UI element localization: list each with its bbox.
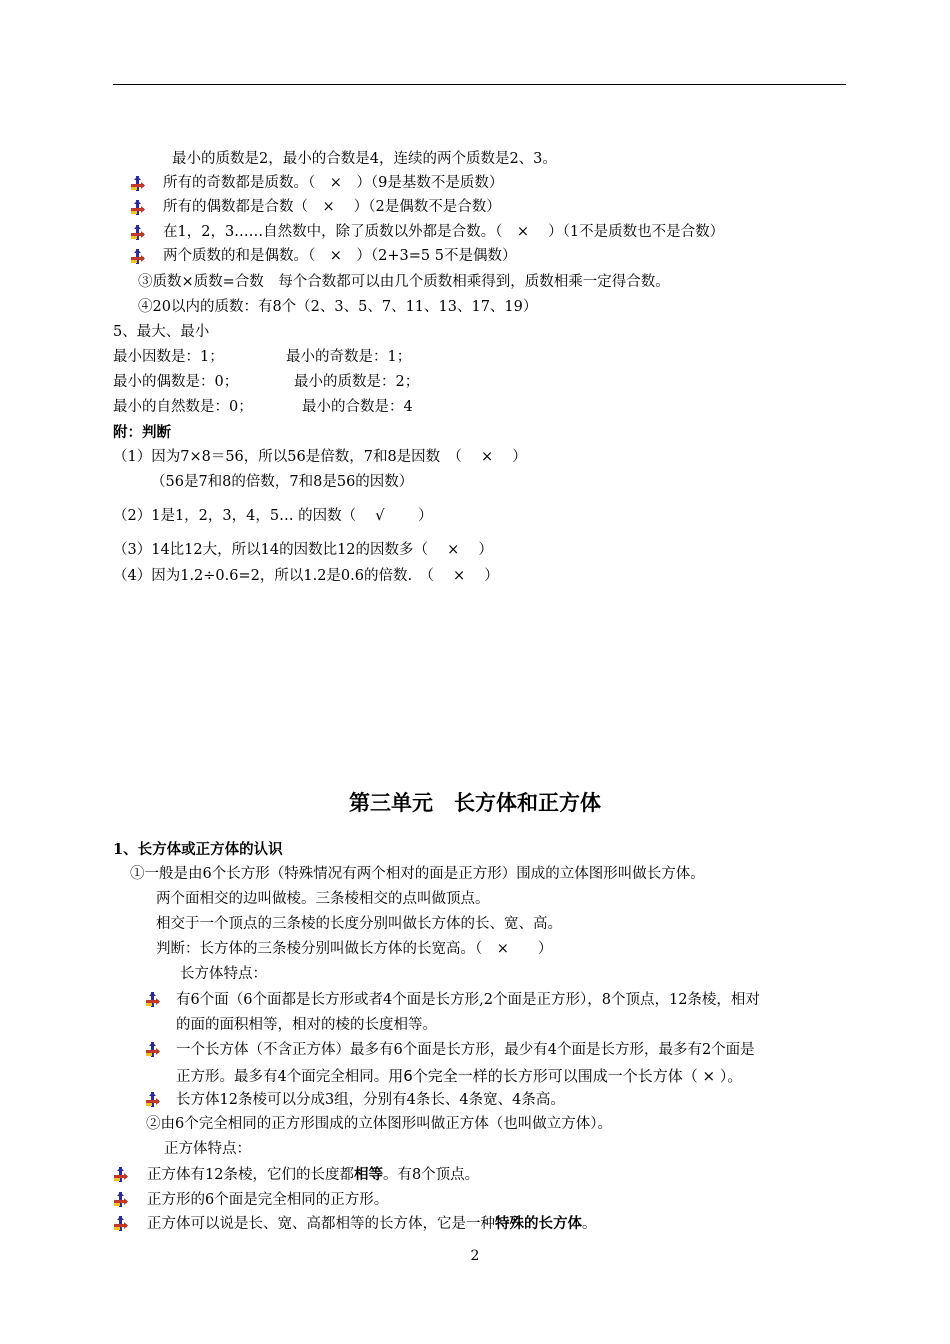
header-rule <box>113 84 846 85</box>
edge-definition: 两个面相交的边叫做棱。三条棱相交的点叫做顶点。 <box>156 891 490 907</box>
cuboid-feature-3: 长方体12条棱可以分成3组，分别有4条长、4条宽、4条高。 <box>176 1092 565 1108</box>
cuboid-feature-2b-sans: 用6个完全一样的长方形可以围成一个长方体（ × ）。 <box>388 1067 743 1085</box>
cube-features-label: 正方体特点： <box>164 1141 251 1157</box>
cuboid-feature-2a: 一个长方体（不含正方体）最多有6个面是长方形，最少有4个面是长方形，最多有2个面是 <box>176 1042 755 1058</box>
bullet-icon <box>145 992 160 1007</box>
bullet-icon <box>145 1092 160 1107</box>
judge-q3: （3）14比12大，所以14的因数比12的因数多（ × ） <box>113 542 493 558</box>
cube-feature-2: 正方形的6个面是完全相同的正方形。 <box>147 1192 389 1208</box>
bullet-icon <box>130 225 145 240</box>
cube-feature-3-post: 。 <box>582 1216 597 1232</box>
bullet-icon <box>130 176 145 191</box>
bullet-text: 所有的偶数都是合数（ × ）（2是偶数不是合数） <box>163 199 501 215</box>
section5-row1-left: 最小因数是：1； <box>113 349 224 365</box>
cuboid-feature-2b-serif: 正方形。最多有4个面完全相同。 <box>176 1069 389 1085</box>
cube-feature-3 <box>147 1214 597 1234</box>
item-3: ③质数×质数=合数 每个合数都可以由几个质数相乘得到，质数相乘一定得合数。 <box>138 274 670 290</box>
cube-feature-1-pre: 正方体有12条棱，它们的长度都 <box>147 1167 354 1183</box>
cube-feature-3-pre: 正方体可以说是长、宽、高都相等的长方体，它是一种 <box>147 1216 495 1232</box>
cube-feature-1-post: 。有8个顶点。 <box>382 1167 480 1183</box>
unit-title: 第三单元 长方体和正方体 <box>349 791 601 815</box>
cuboid-feature-1b: 的面的面积相等，相对的棱的长度相等。 <box>176 1017 437 1033</box>
min-primes-line: 最小的质数是2，最小的合数是4，连续的两个质数是2、3。 <box>172 151 557 167</box>
bullet-icon <box>113 1192 128 1207</box>
cuboid-features-label: 长方体特点： <box>180 966 267 982</box>
bullet-icon <box>145 1042 160 1057</box>
page-number: 2 <box>470 1248 480 1264</box>
bullet-icon <box>130 249 145 264</box>
judge-q1-note: （56是7和8的倍数，7和8是56的因数） <box>151 474 414 490</box>
cube-definition: ②由6个完全相同的正方形围成的立体图形叫做正方体（也叫做立方体）。 <box>146 1116 612 1132</box>
judge-q4: （4）因为1.2÷0.6=2，所以1.2是0.6的倍数. （ × ） <box>113 568 499 584</box>
judge-q1: （1）因为7×8＝56，所以56是倍数，7和8是因数 （ × ） <box>113 449 527 465</box>
cuboid-feature-2b <box>176 1066 742 1087</box>
section5-row2-left: 最小的偶数是：0； <box>113 374 239 390</box>
judge-q2: （2）1是1，2，3，4，5… 的因数（ √ ） <box>113 508 433 524</box>
bullet-icon <box>130 200 145 215</box>
dims-definition: 相交于一个顶点的三条棱的长度分别叫做长方体的长、宽、高。 <box>156 916 562 932</box>
cube-feature-1-bold: 相等 <box>353 1167 383 1183</box>
appendix-heading: 附：判断 <box>113 424 171 441</box>
section5-row3-right: 最小的合数是：4 <box>302 399 413 415</box>
bullet-icon <box>113 1167 128 1182</box>
item-4: ④20以内的质数：有8个（2、3、5、7、11、13、17、19） <box>138 299 538 315</box>
judge-cuboid: 判断：长方体的三条棱分别叫做长方体的长宽高。（ × ） <box>156 941 553 957</box>
cuboid-definition: ①一般是由6个长方形（特殊情况有两个相对的面是正方形）围成的立体图形叫做长方体。 <box>130 866 705 882</box>
cube-feature-1 <box>147 1165 479 1185</box>
cuboid-feature-1a: 有6个面（6个面都是长方形或者4个面是长方形,2个面是正方形），8个顶点，12条棱，相对 <box>176 992 760 1008</box>
section5-row1-right: 最小的奇数是：1； <box>286 349 412 365</box>
bullet-icon <box>113 1216 128 1231</box>
section5-row3-left: 最小的自然数是：0； <box>113 399 253 415</box>
bullet-text: 在1，2，3……自然数中，除了质数以外都是合数。（ × ）（1不是质数也不是合数） <box>163 224 725 240</box>
section5-row2-right: 最小的质数是：2； <box>294 374 420 390</box>
section5-heading: 5、最大、最小 <box>113 324 210 340</box>
bullet-text: 两个质数的和是偶数。（ × ）（2+3=5 5不是偶数） <box>163 248 517 264</box>
unit3-heading1: 1、长方体或正方体的认识 <box>113 841 283 858</box>
bullet-text: 所有的奇数都是质数。（ × ）（9是基数不是质数） <box>163 175 504 191</box>
cube-feature-3-bold: 特殊的长方体 <box>495 1216 582 1232</box>
